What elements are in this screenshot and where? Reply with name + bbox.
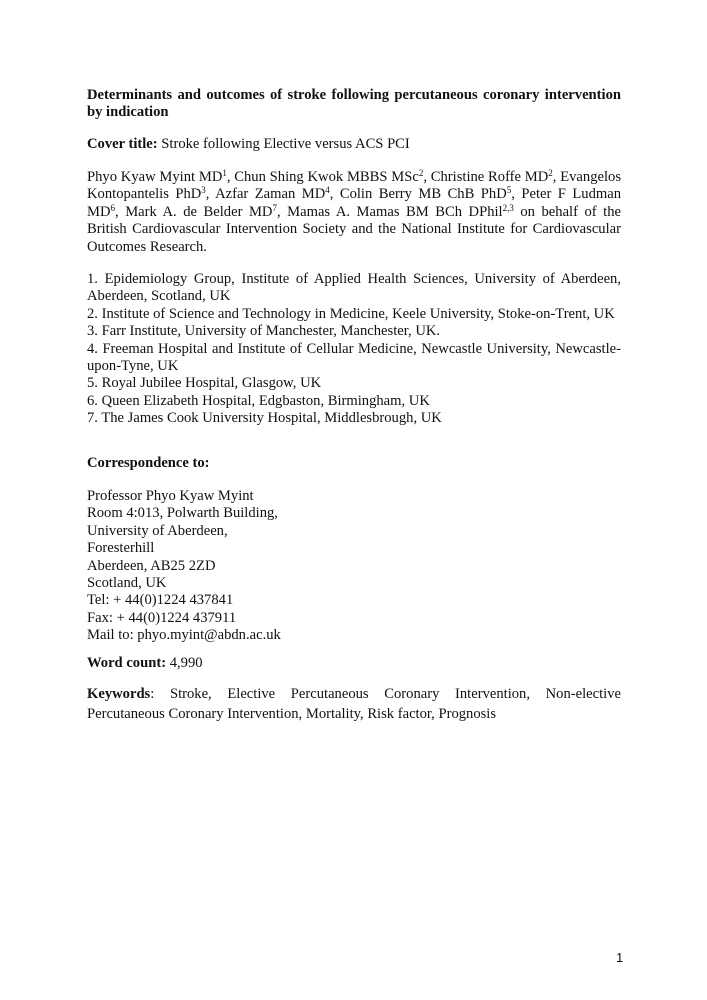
author-affiliation-sup: 1 <box>222 168 227 178</box>
address-line: Aberdeen, AB25 2ZD <box>87 557 216 574</box>
cover-title <box>87 136 621 153</box>
address-line: Room 4:013, Polwarth Building, <box>87 505 278 522</box>
author-affiliation-sup: 7 <box>272 202 277 213</box>
author-affiliation-sup: 2 <box>418 168 424 178</box>
word-count <box>87 655 621 672</box>
affiliation: 2. Institute of Science and Technology in Medicine, Keele University, Stoke-on-Trent, UK <box>87 305 615 322</box>
author-name: Mark A. de Belder MD <box>125 203 273 220</box>
correspondence-address <box>87 488 621 645</box>
word-count-label: Word count: <box>87 655 167 671</box>
page-number: 1 <box>616 950 624 965</box>
word-count-value: 4,990 <box>166 655 203 671</box>
affiliation: 6. Queen Elizabeth Hospital, Edgbaston, Birmingham, UK <box>87 392 430 409</box>
affiliation: 5. Royal Jubilee Hospital, Glasgow, UK <box>87 375 322 392</box>
author-name: Azfar Zaman MD <box>215 186 326 203</box>
affiliation: 4. Freeman Hospital and Institute of Cellular Medicine, Newcastle University, Newcastle-upon-Tyne, UK <box>87 340 621 375</box>
author-affiliation-sup: 6 <box>110 202 116 213</box>
author-name: Colin Berry MB ChB PhD <box>339 186 507 203</box>
address-line: Scotland, UK <box>87 575 167 592</box>
author-name: Chun Shing Kwok MBBS MSc <box>234 169 419 185</box>
address-line: Professor Phyo Kyaw Myint <box>87 488 254 504</box>
paper-title: Determinants and outcomes of stroke following percutaneous coronary intervention by indication <box>87 87 621 121</box>
author-affiliation-sup: 3 <box>201 185 206 196</box>
author-affiliation-sup: 2 <box>548 168 553 178</box>
author-affiliation-sup: 4 <box>325 185 330 196</box>
address-line: Foresterhill <box>87 540 155 557</box>
author-name: Christine Roffe MD <box>430 169 549 185</box>
correspondence-heading: Correspondence to: <box>87 455 210 471</box>
keywords-label: Keywords <box>87 686 151 702</box>
author-name: Evangelos Kontopantelis PhD <box>87 169 622 203</box>
phone-line: Tel: + 44(0)1224 437841 <box>87 592 234 609</box>
author-list: Phyo Kyaw Myint $MD^1$, Chun Shing Kwok MBBS MSc$^2$, Christine Roffe $MD^2$, Evangelos Kontopantelis PhD$^3$, Azfar Zaman $MD^4$, Colin Berry MB ChB PhD$^5$, Peter F Ludman $MD^6$, Mark A. de Belder $MD^7$, Mamas A. Mamas BM BCh DPhil$^{2,3}$ on behalf of the British Cardiovascular Intervention Society and the National Institute for Cardiovascular Outcomes Research. <box>87 168 622 255</box>
affiliation: 1. Epidemiology Group, Institute of Applied Health Sciences, University of Aberdeen, Aberdeen, Scotland, UK <box>87 271 621 305</box>
address-line: University of Aberdeen, <box>87 522 228 539</box>
affiliation: 7. The James Cook University Hospital, Middlesbrough, UK <box>87 410 442 427</box>
fax-line: Fax: + 44(0)1224 437911 <box>87 609 237 626</box>
cover-title-value: Stroke following Elective versus ACS PCI <box>157 136 410 152</box>
author-name: Mamas A. Mamas BM BCh DPhil <box>287 203 503 220</box>
author-list-suffix: on behalf of the British Cardiovascular Intervention Society and the National Institute for Cardiovascular Outcomes Research. <box>87 203 621 255</box>
author-affiliation-sup: 5 <box>506 185 512 196</box>
author-name: Peter F Ludman MD <box>87 186 621 220</box>
cover-title-label: Cover title: <box>87 136 158 152</box>
affiliation-list <box>87 271 621 428</box>
keywords <box>87 684 621 724</box>
email-line: Mail to: phyo.myint@abdn.ac.uk <box>87 627 281 644</box>
author-affiliation-sup: 2,3 <box>502 202 514 213</box>
keywords-value: : Stroke, Elective Percutaneous Coronary Intervention, Non-elective Percutaneous Coronary Intervention, Mortality, Risk factor, Prognosis <box>87 686 621 722</box>
affiliation: 3. Farr Institute, University of Manchester, Manchester, UK. <box>87 323 441 340</box>
author-name: Phyo Kyaw Myint MD <box>87 169 223 185</box>
